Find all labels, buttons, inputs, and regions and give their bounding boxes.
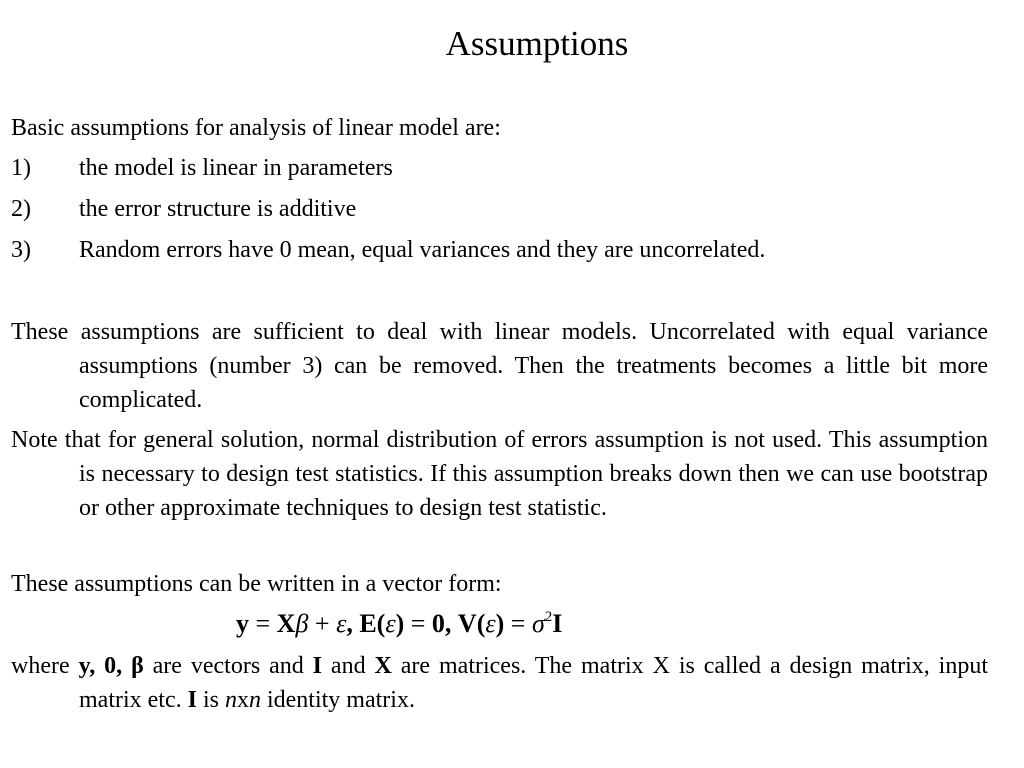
eq-equals: = (504, 609, 532, 638)
eq-expectation: E( (359, 609, 386, 638)
list-number: 3) (11, 237, 31, 263)
eq-close-paren: ) (395, 609, 405, 638)
eq-y: y (236, 609, 249, 638)
list-item (11, 194, 991, 235)
eq-sigma: σ (531, 609, 545, 638)
paragraph-sufficiency: These assumptions are sufficient to deal with linear models. Uncorrelated with equal variance assumptions (number 3) can be removed. Then the treatments becomes a little bit more complicated. (11, 319, 988, 413)
eq-close-paren: ) (495, 609, 505, 638)
text-run: x (236, 687, 249, 713)
eq-beta: β (295, 609, 309, 638)
eq-square: 2 (544, 609, 553, 625)
italic-run: n (248, 687, 261, 713)
paragraph-normality: Note that for general solution, normal distribution of errors assumption is not used. This assumption is necessary to design test statistics. If this assumption breaks down then we can use bootstrap or other approximate techniques to design test statistic. (11, 427, 988, 521)
italic-run: n (224, 687, 237, 713)
list-text: Random errors have 0 mean, equal variances and they are uncorrelated. (79, 237, 766, 263)
text-run: is (196, 687, 225, 713)
eq-equals: = (249, 609, 277, 638)
eq-epsilon: ε (485, 609, 496, 638)
slide-title: Assumptions (445, 24, 629, 63)
text-run: identity matrix. (260, 687, 415, 713)
eq-plus: + (308, 609, 337, 638)
list-number: 1) (11, 155, 31, 181)
assumption-list (11, 153, 991, 276)
text-run: and (322, 653, 375, 679)
bold-run: I (312, 653, 323, 679)
paragraph-definitions (11, 649, 988, 717)
list-text: the model is linear in parameters (79, 155, 393, 181)
eq-X: X (276, 609, 296, 638)
eq-epsilon: ε (385, 609, 396, 638)
list-item (11, 235, 991, 276)
eq-identity: I (552, 609, 563, 638)
bold-run: I (187, 687, 197, 713)
eq-zero: 0, (431, 609, 452, 638)
eq-separator: , (346, 609, 360, 638)
text-run: are vectors and (143, 653, 313, 679)
eq-equals: = (404, 609, 432, 638)
eq-variance: V( (457, 609, 486, 638)
text-run: are matrices. The matrix X is called a design matrix, input matrix etc. (79, 653, 989, 713)
text-run: where (11, 653, 79, 679)
intro-text: Basic assumptions for analysis of linear model are: (11, 115, 501, 141)
bold-run: y, 0, β (78, 653, 144, 679)
model-equation (236, 600, 562, 641)
list-number: 2) (11, 196, 31, 222)
bold-run: X (374, 653, 392, 679)
list-text: the error structure is additive (79, 196, 357, 222)
paragraph-vector-form: These assumptions can be written in a vector form: (11, 571, 502, 597)
eq-epsilon: ε (336, 609, 347, 638)
list-item (11, 153, 991, 194)
